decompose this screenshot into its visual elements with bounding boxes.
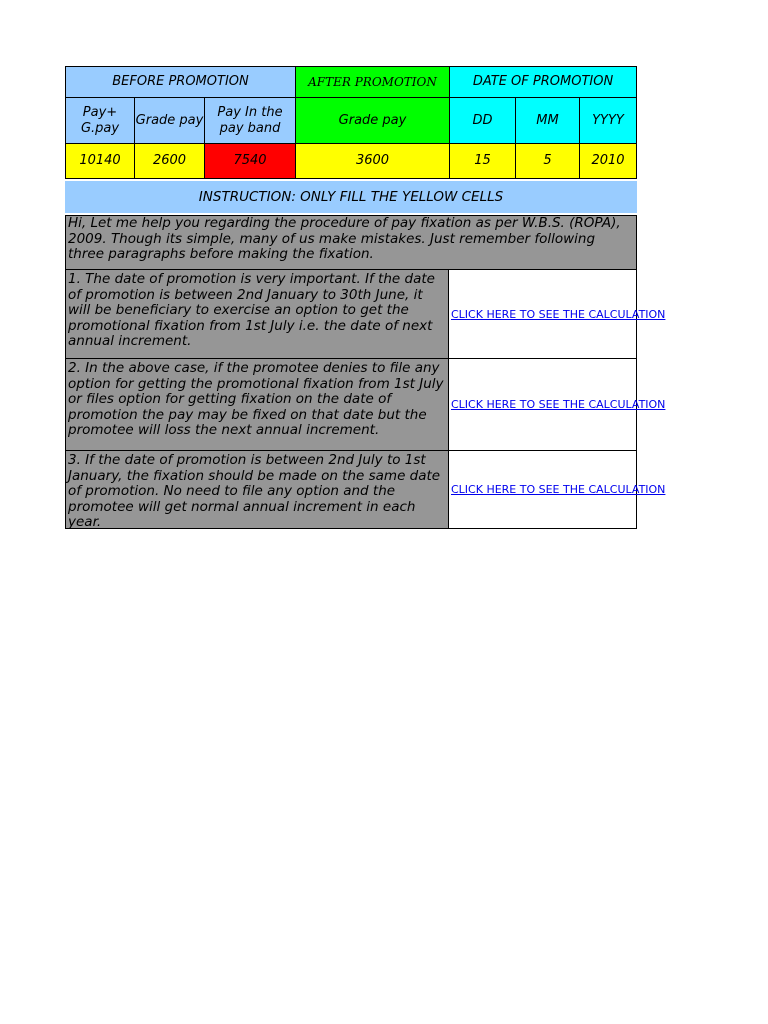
pay-in-band-header: Pay In the pay band: [204, 97, 296, 144]
before-promotion-header: BEFORE PROMOTION: [65, 66, 296, 98]
grade-pay-input[interactable]: 2600: [134, 143, 205, 179]
pay-in-band-value: 7540: [204, 143, 296, 179]
after-promotion-header: AFTER PROMOTION: [295, 66, 450, 98]
calculation-link-cell-1: [448, 269, 666, 359]
mm-header: MM: [515, 97, 580, 144]
mm-input[interactable]: 5: [515, 143, 580, 179]
paragraph-3: 3. If the date of promotion is between 2nd July to 1st January, the fixation should be made on the same date of promotion. No need to file any option and the promotee will get normal annual increment in each year.: [65, 450, 449, 529]
instruction-banner: INSTRUCTION: ONLY FILL THE YELLOW CELLS: [65, 181, 637, 213]
after-grade-pay-header: Grade pay: [295, 97, 450, 144]
after-grade-pay-input[interactable]: 3600: [295, 143, 450, 179]
calculation-link-3[interactable]: CLICK HERE TO SEE THE CALCULATION: [451, 483, 666, 496]
yyyy-header: YYYY: [579, 97, 637, 144]
date-of-promotion-header: DATE OF PROMOTION: [449, 66, 637, 98]
paragraph-1: 1. The date of promotion is very important. If the date of promotion is between 2nd January to 30th June, it will be beneficiary to exercise an option to get the promotional fixation from 1st July i.e. the date of next annual increment.: [65, 269, 449, 359]
calculation-link-cell-2: [448, 358, 666, 451]
calculation-link-1[interactable]: CLICK HERE TO SEE THE CALCULATION: [451, 307, 666, 321]
pay-gpay-header: Pay+ G.pay: [65, 97, 135, 144]
intro-paragraph: Hi, Let me help you regarding the procedure of pay fixation as per W.B.S. (ROPA), 2009. Though its simple, many of us make mistakes. Just remember following three paragraphs before making the fixation.: [65, 215, 637, 270]
dd-input[interactable]: 15: [449, 143, 516, 179]
yyyy-input[interactable]: 2010: [579, 143, 637, 179]
paragraph-2: 2. In the above case, if the promotee denies to file any option for getting the promotional fixation from 1st July or files option for getting fixation on the date of promotion the pay may be fixed on that date but the promotee will loss the next annual increment.: [65, 358, 449, 451]
pay-gpay-input[interactable]: 10140: [65, 143, 135, 179]
calculation-link-2[interactable]: CLICK HERE TO SEE THE CALCULATION: [451, 398, 666, 411]
calculation-link-cell-3: [448, 450, 666, 529]
grade-pay-header: Grade pay: [134, 97, 205, 144]
dd-header: DD: [449, 97, 516, 144]
